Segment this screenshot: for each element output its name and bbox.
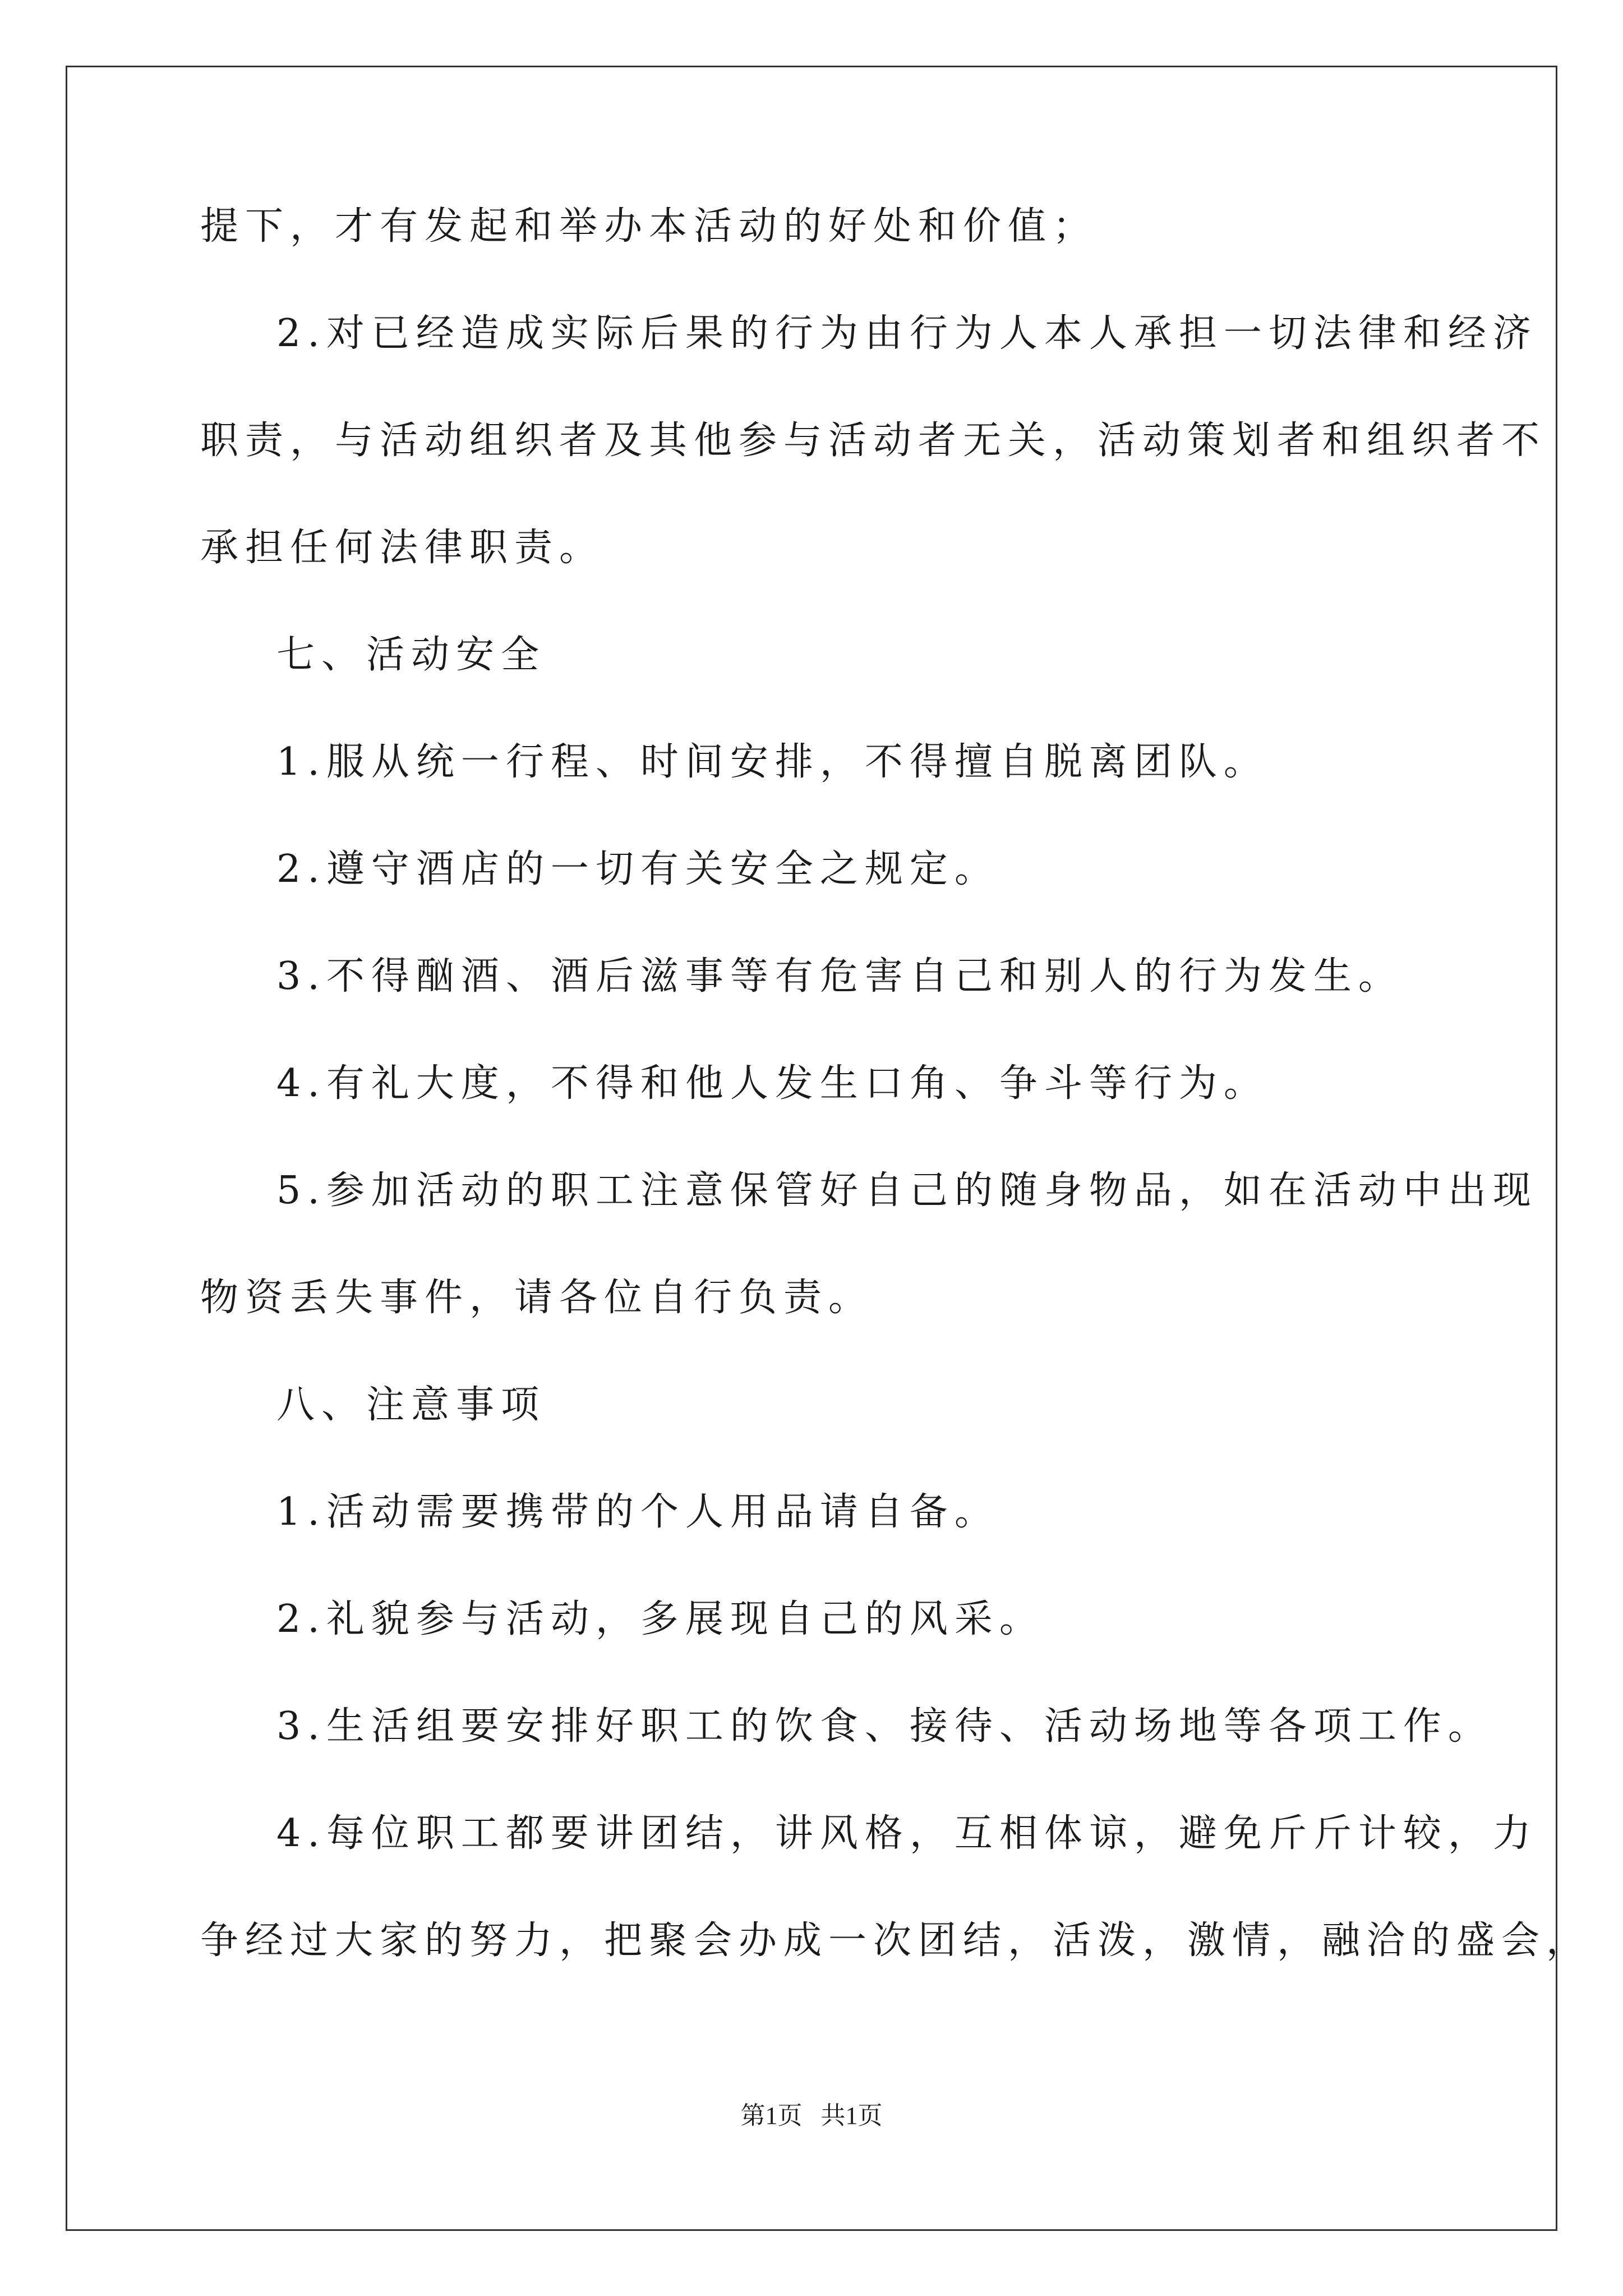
text-line: 3.生活组要安排好职工的饮食、接待、活动场地等各项工作。	[276, 1704, 1493, 1749]
text-line: 1.活动需要携带的个人用品请自备。	[276, 1490, 999, 1534]
text-line: 承担任何法律职责。	[200, 526, 605, 570]
text-line: 5.参加活动的职工注意保管好自己的随身物品，如在活动中出现	[276, 1168, 1538, 1213]
text-line: 2.对已经造成实际后果的行为由行为人本人承担一切法律和经济	[276, 311, 1538, 356]
section-heading: 七、活动安全	[276, 633, 546, 677]
text-line: 2.遵守酒店的一切有关安全之规定。	[276, 847, 999, 891]
page-footer: 第1页 共1页	[740, 2102, 883, 2129]
page-border	[66, 66, 1557, 2231]
text-line: 提下，才有发起和举办本活动的好处和价值；	[200, 204, 1098, 249]
text-line: 1.服从统一行程、时间安排，不得擅自脱离团队。	[276, 740, 1269, 784]
text-line: 4.每位职工都要讲团结，讲风格，互相体谅，避免斤斤计较，力	[276, 1811, 1538, 1856]
section-heading: 八、注意事项	[276, 1383, 546, 1427]
text-line: 物资丢失事件，请各位自行负责。	[200, 1276, 874, 1320]
text-line: 3.不得酗酒、酒后滋事等有危害自己和别人的行为发生。	[276, 954, 1403, 999]
text-line: 2.礼貌参与活动，多展现自己的风采。	[276, 1597, 1044, 1641]
text-line: 争经过大家的努力，把聚会办成一次团结，活泼，激情，融洽的盛会，	[200, 1918, 1592, 1963]
text-line: 4.有礼大度，不得和他人发生口角、争斗等行为。	[276, 1061, 1269, 1106]
text-line: 职责，与活动组织者及其他参与活动者无关，活动策划者和组织者不	[200, 418, 1547, 463]
